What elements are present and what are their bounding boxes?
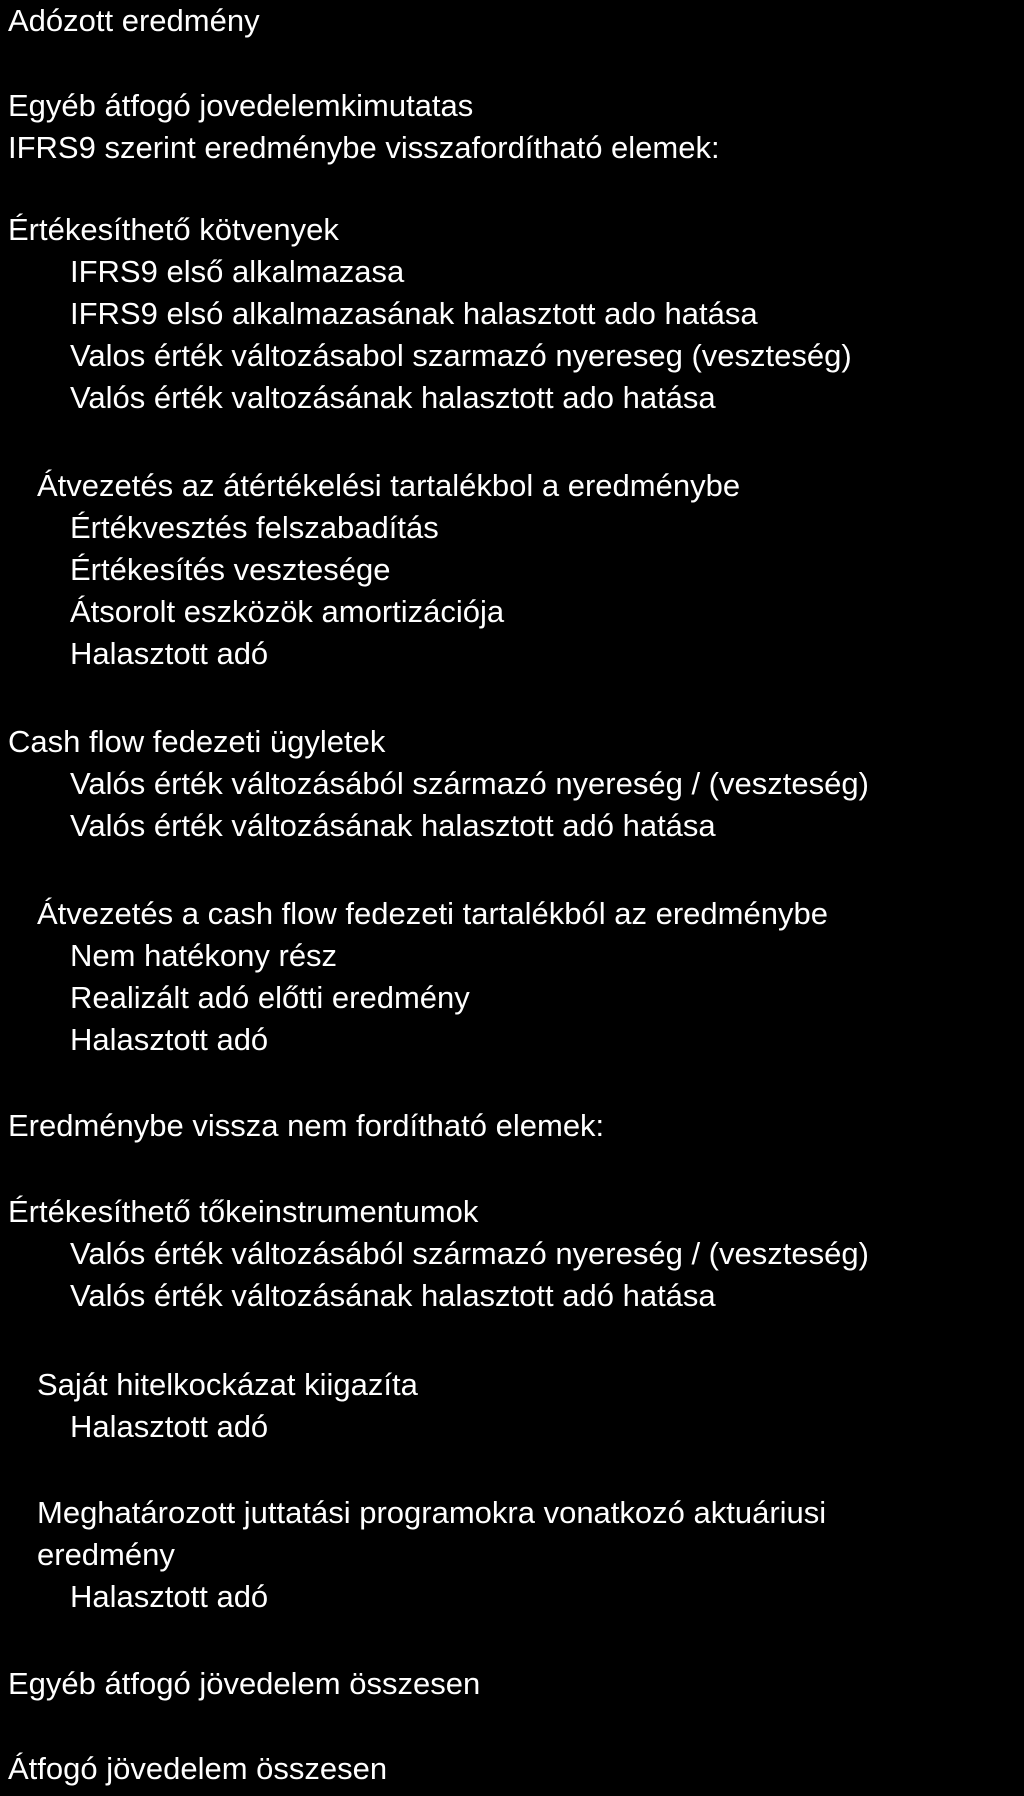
- total-comprehensive-income-label: Átfogó jövedelem összesen: [8, 1751, 388, 1786]
- afs-equity-heading: Értékesíthető tőkeinstrumentumok: [8, 1194, 479, 1229]
- cash-flow-hedges-heading: Cash flow fedezeti ügyletek: [8, 724, 386, 759]
- after-tax-result-label: Adózott eredmény: [8, 3, 260, 38]
- reclassified-amortization-label: Átsorolt eszközök amortizációja: [70, 594, 505, 629]
- fv-deferred-tax-cfh-label: Valós érték változásának halasztott adó hatása: [70, 808, 716, 843]
- ifrs9-deferred-tax-label: IFRS9 elsó alkalmazasának halasztott ado hatása: [70, 296, 758, 331]
- total-oci-label: Egyéb átfogó jövedelem összesen: [8, 1666, 481, 1701]
- non-recyclable-items-heading: Eredménybe vissza nem fordítható elemek:: [8, 1108, 605, 1143]
- fv-deferred-tax-bonds-label: Valós érték valtozásának halasztott ado hatása: [70, 380, 716, 415]
- ifrs9-first-application-label: IFRS9 első alkalmazasa: [70, 254, 405, 289]
- deferred-tax-label: Halasztott adó: [70, 1579, 269, 1614]
- fv-gain-loss-equity-label: Valós érték változásából származó nyereség / (veszteség): [70, 1236, 869, 1271]
- defined-benefit-heading-continued: eredmény: [37, 1537, 175, 1572]
- oci-statement-heading: Egyéb átfogó jovedelemkimutatas: [8, 88, 474, 123]
- defined-benefit-heading: Meghatározott juttatási programokra vonatkozó aktuáriusi: [37, 1495, 827, 1530]
- deferred-tax-label: Halasztott adó: [70, 636, 269, 671]
- recyclable-items-heading: IFRS9 szerint eredménybe visszafordítható elemek:: [8, 130, 720, 165]
- fv-gain-loss-cfh-label: Valós érték változásából származó nyereség / (veszteség): [70, 766, 869, 801]
- reclass-revaluation-reserve-heading: Átvezetés az átértékelési tartalékbol a eredménybe: [37, 468, 741, 503]
- fv-gain-loss-bonds-label: Valos érték változásabol szarmazó nyereseg (veszteség): [70, 338, 852, 373]
- ineffective-portion-label: Nem hatékony rész: [70, 938, 338, 973]
- deferred-tax-label: Halasztott adó: [70, 1022, 269, 1057]
- reclass-cfh-reserve-heading: Átvezetés a cash flow fedezeti tartalékból az eredménybe: [37, 896, 828, 931]
- sale-loss-label: Értékesítés vesztesége: [70, 552, 391, 587]
- fv-deferred-tax-equity-label: Valós érték változásának halasztott adó hatása: [70, 1278, 716, 1313]
- impairment-release-label: Értékvesztés felszabadítás: [70, 510, 439, 545]
- deferred-tax-label: Halasztott adó: [70, 1409, 269, 1444]
- afs-bonds-heading: Értékesíthető kötvenyek: [8, 212, 339, 247]
- realized-pretax-result-label: Realizált adó előtti eredmény: [70, 980, 470, 1015]
- own-credit-risk-heading: Saját hitelkockázat kiigazíta: [37, 1367, 418, 1402]
